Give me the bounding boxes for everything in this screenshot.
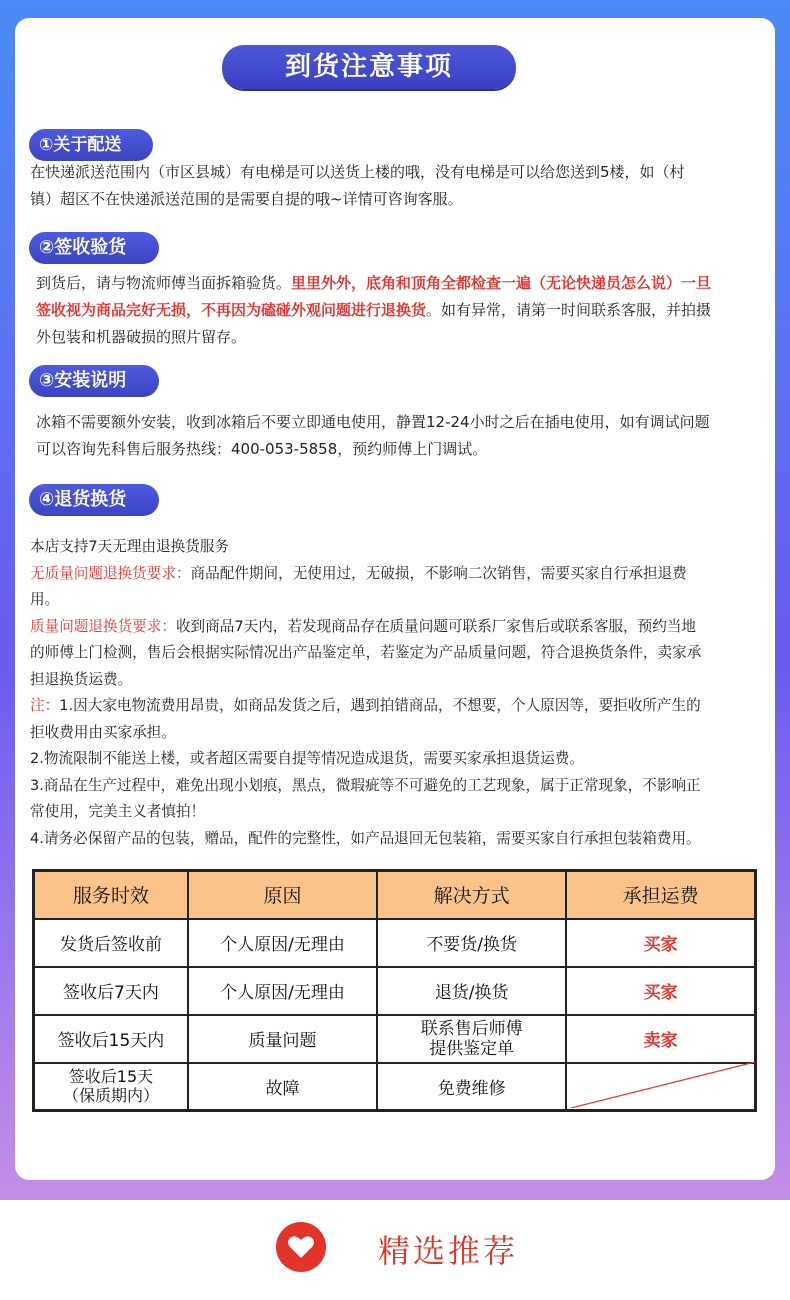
solution-line: 提供鉴定单 — [429, 1038, 515, 1059]
table-row — [34, 919, 756, 967]
inspection-text-plain: 外包装和机器破损的照片留存。 — [36, 328, 247, 346]
section-heading-delivery: ①关于配送 — [29, 129, 153, 161]
reason-cell: 故障 — [188, 1063, 377, 1111]
delivery-line: 在快递派送范围内（市区县城）有电梯是可以送货上楼的哦，没有电梯是可以给您送到5楼，如（村 — [30, 163, 685, 181]
install-line: 冰箱不需要额外安装，收到冰箱后不要立即通电使用，静置12-24小时之后在插电使用，如有调试问题 — [36, 413, 710, 431]
period-cell — [34, 1063, 188, 1111]
inspection-text-plain: 。如有异常，请第一时间联系客服，并拍摄 — [426, 301, 712, 319]
fee-cell: 买家 — [566, 919, 755, 967]
returns-label: 无质量问题退换货要求： — [30, 564, 191, 582]
returns-label: 质量问题退换货要求： — [30, 617, 176, 635]
note-label: 注： — [30, 697, 60, 714]
note-text: 1.因大家电物流费用昂贵，如商品发货之后，遇到拍错商品，不想要，个人原因等，要拒收所产生的 — [59, 697, 701, 714]
solution-cell — [377, 1015, 566, 1063]
solution-line: 联系售后师傅 — [420, 1018, 523, 1039]
page-title: 到货注意事项 — [222, 45, 516, 89]
period-line: 签收后15天 — [68, 1067, 154, 1087]
note-text: 3.商品在生产过程中，难免出现小划痕，黑点，微瑕疵等不可避免的工艺现象，属于正常现象，不影响正 — [30, 776, 701, 794]
empty-cell-diagonal — [571, 1062, 755, 1108]
returns-text-plain: 的师傅上门检测，售后会根据实际情况出产品鉴定单，若鉴定为产品质量问题，符合退换货条件，卖家承 — [30, 644, 702, 661]
solution-cell: 不要货/换货 — [377, 919, 566, 967]
returns-text-plain: 收到商品7天内，若发现商品存在质量问题可联系厂家售后或联系客服，预约当地 — [175, 617, 697, 635]
recommend-title: 精选推荐 — [378, 1232, 519, 1270]
inspection-text — [36, 270, 776, 351]
section-heading-returns: ④退货换货 — [29, 484, 159, 516]
table-header-row — [34, 871, 756, 919]
returns-text-plain: 用。 — [30, 591, 60, 608]
install-line: 可以咨询先科售后服务热线：400-053-5858，预约师傅上门调试。 — [36, 440, 488, 458]
table-row — [34, 967, 756, 1015]
inspection-warning: 签收视为商品完好无损，不再因为磕碰外观问题进行退换货 — [36, 301, 427, 319]
note-text: 2.物流限制不能送上楼，或者超区需要自提等情况造成退货，需要买家承担退货运费。 — [30, 750, 584, 767]
table-header: 原因 — [188, 871, 377, 919]
reason-cell: 个人原因/无理由 — [188, 967, 377, 1015]
reason-cell: 个人原因/无理由 — [188, 919, 377, 967]
returns-intro: 本店支持7天无理由退换货服务 — [30, 538, 230, 555]
inspection-warning: 里里外外，底角和顶角全都检查一遍（无论快递员怎么说）一旦 — [291, 274, 712, 292]
section-heading-inspection: ②签收验货 — [29, 232, 159, 264]
reason-cell: 质量问题 — [188, 1015, 377, 1063]
section-heading-install: ③安装说明 — [29, 365, 159, 397]
delivery-text — [30, 159, 770, 213]
delivery-line: 镇）超区不在快递派送范围的是需要自提的哦~详情可咨询客服。 — [30, 190, 463, 208]
note-text: 4.请务必保留产品的包装，赠品，配件的完整性，如产品退回无包装箱，需要买家自行承担包装箱费用。 — [30, 829, 701, 847]
returns-text-plain: 担退换货运费。 — [30, 670, 133, 688]
install-text — [36, 409, 776, 463]
solution-cell: 退货/换货 — [377, 967, 566, 1015]
inspection-text-plain: 到货后，请与物流师傅当面拆箱验货。 — [36, 274, 292, 292]
returns-text-plain: 商品配件期间，无使用过，无破损，不影响二次销售，需要买家自行承担退费 — [190, 564, 687, 582]
table-header: 解决方式 — [377, 871, 566, 919]
period-cell: 签收后15天内 — [34, 1015, 188, 1063]
table-header: 承担运费 — [566, 871, 755, 919]
fee-cell: 买家 — [566, 967, 755, 1015]
period-cell: 发货后签收前 — [34, 919, 188, 967]
heart-icon — [276, 1222, 326, 1272]
period-line: （保质期内） — [62, 1086, 159, 1106]
fee-cell: 卖家 — [566, 1015, 755, 1063]
period-cell: 签收后7天内 — [34, 967, 188, 1015]
table-row — [34, 1015, 756, 1063]
note-text: 常使用，完美主义者慎拍！ — [30, 803, 206, 820]
solution-cell: 免费维修 — [377, 1063, 566, 1111]
table-header: 服务时效 — [34, 871, 188, 919]
note-text: 拒收费用由买家承担。 — [30, 723, 176, 741]
returns-text — [30, 534, 775, 852]
